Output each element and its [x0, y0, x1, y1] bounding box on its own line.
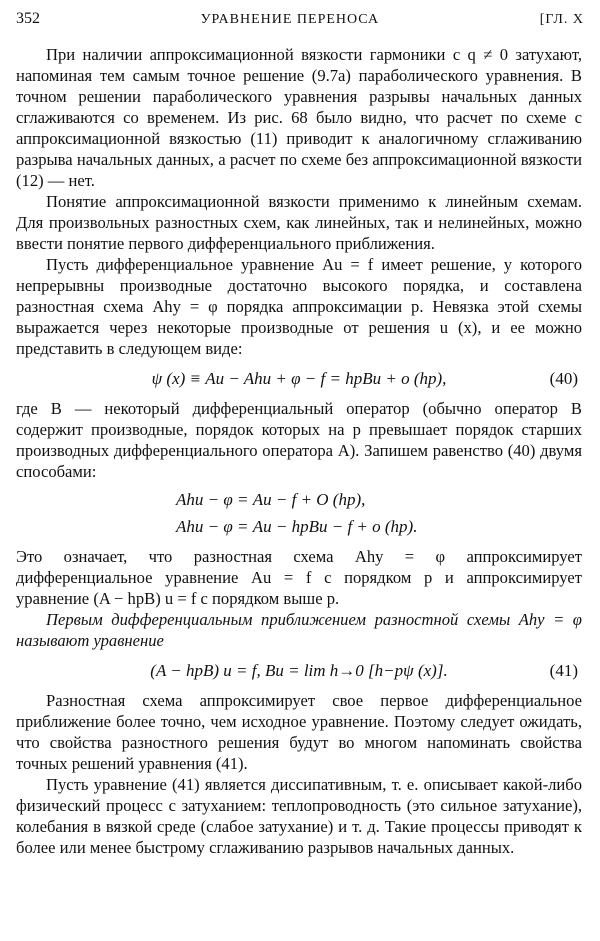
page-number: 352 — [16, 10, 40, 27]
page-body — [16, 44, 582, 858]
running-title: УРАВНЕНИЕ ПЕРЕНОСА — [200, 12, 380, 27]
paragraph-1: При наличии аппроксимационной вязкости гармоники с q ≠ 0 затухают, напоминая тем самым точное решение (9.7а) параболического уравнения. В точном решении параболического уравнения разрывы начальных данных сглаживаются со временем. Из рис. 68 было видно, что расчет по схеме с аппроксимационной вязкостью (11) приводит к аналогичному сглаживанию разрыва начальных данных, а расчет по схеме без аппроксимационной вязкости (12) — нет. — [16, 45, 582, 190]
paragraph-8: Пусть уравнение (41) является диссипативным, т. е. описывает какой-либо физический процесс с затуханием: теплопроводность (это сильное затухание), колебания в вязкой среде (слабое затухание) и т. д. Такие процессы приводят к более или менее быстрому сглаживанию разрывов начальных данных. — [16, 775, 582, 857]
paragraph-4: где B — некоторый дифференциальный оператор (обычно оператор B содержит производные, порядок которых на p превышает порядок старших производных дифференциального оператора A). Запишем равенство (40) двумя способами: — [16, 399, 582, 481]
chapter-label: [ГЛ. X — [539, 12, 584, 27]
page-header — [16, 10, 584, 32]
equation-pair — [176, 486, 582, 540]
paragraph-3: Пусть дифференциальное уравнение Au = f имеет решение, у которого непрерывны производные достаточно высокого порядка, и составлена разностная схема Ahy = φ порядка аппроксимации p. Невязка этой схемы выражается через некоторые производные от решения u (x), и ее можно представить в следующем виде: — [16, 255, 582, 358]
equation-41-body: (A − hpB) u = f, Bu = lim h→0 [h−pψ (x)]. — [150, 661, 448, 680]
equation-41-number: (41) — [549, 661, 578, 680]
equation-40-number: (40) — [549, 369, 578, 388]
paragraph-6-definition: Первым дифференциальным приближением разностной схемы Ahy = φ называют уравнение — [16, 610, 582, 650]
equation-b: Ahu − φ = Au − hpBu − f + o (hp). — [176, 517, 418, 536]
paragraph-2: Понятие аппроксимационной вязкости применимо к линейным схемам. Для произвольных разностных схем, как линейных, так и нелинейных, можно ввести понятие первого дифференциального приближения. — [16, 192, 582, 253]
equation-40 — [16, 368, 582, 389]
paragraph-5: Это означает, что разностная схема Ahy = φ аппроксимирует дифференциальное уравнение Au = f с порядком p и аппроксимирует уравнение (A − hpB) u = f с порядком выше p. — [16, 547, 582, 608]
equation-41 — [16, 660, 582, 681]
equation-a: Ahu − φ = Au − f + O (hp), — [176, 490, 366, 509]
paragraph-7: Разностная схема аппроксимирует свое первое дифференциальное приближение более точно, чем исходное уравнение. Поэтому следует ожидать, что свойства разностного решения будут во многом напоминать свойства точных решений уравнения (41). — [16, 691, 582, 773]
equation-40-body: ψ (x) ≡ Au − Ahu + φ − f = hpBu + o (hp), — [151, 369, 447, 388]
